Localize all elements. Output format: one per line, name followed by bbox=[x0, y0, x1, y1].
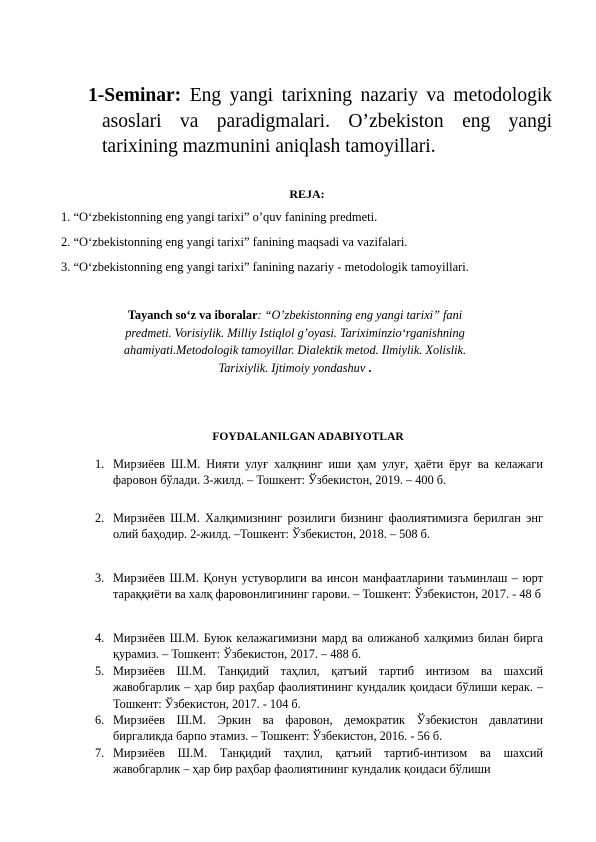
literature-item-number: 1. bbox=[95, 457, 105, 471]
keywords-end: . bbox=[365, 360, 372, 375]
literature-item-number: 3. bbox=[95, 571, 105, 585]
literature-item bbox=[95, 510, 543, 564]
reja-item: 1. “O‘zbekistonning eng yangi tarixi” o’quv fanining predmeti. bbox=[61, 210, 378, 224]
literature-item-number: 2. bbox=[95, 511, 105, 525]
literature-item-number: 4. bbox=[95, 631, 105, 645]
seminar-title-text: Eng yangi tarixning nazariy va metodologik asoslari va paradigmalari. O’zbekiston eng yangi tarixining mazmunini aniqlash tamoyillari. bbox=[102, 85, 552, 157]
literature-item-text: Мирзиёев Ш.М. Халқимизнинг розилиги бизнинг фаолиятимизга берилган энг олий баҳодир. 2-жилд. –Тошкент: Ўзбекистон, 2018. – 508 б. bbox=[113, 511, 543, 542]
reja-list bbox=[61, 210, 561, 285]
literature-list bbox=[95, 456, 543, 785]
seminar-title bbox=[88, 83, 552, 160]
literature-item bbox=[95, 663, 543, 712]
literature-heading: FOYDALANILGAN ADABIYOTLAR bbox=[212, 431, 404, 443]
literature-item-text: Мирзиёев Ш.М. Буюк келажагимизни мард ва олижаноб халқимиз билан бирга қурамиз. – Тошкент: Ўзбекистон, 2017. – 488 б. bbox=[113, 631, 543, 662]
keywords-label: Tayanch so‘z va iboralar bbox=[127, 308, 258, 322]
literature-item-text: Мирзиёев Ш.М. Танқидий таҳлил, қатъий тартиб интизом ва шахсий жавобгарлик – ҳар бир раҳбар фаолиятининг кундалик қоидаси бўлиши керак. – Тошкент: Ўзбекистон, 2017. - 104 б. bbox=[113, 664, 543, 711]
literature-item bbox=[95, 630, 543, 663]
literature-item bbox=[95, 456, 543, 510]
literature-item-number: 6. bbox=[95, 713, 105, 727]
literature-item-text: Мирзиёев Ш.М. Қонун устуворлиги ва инсон манфаатларини таъминлаш – юрт тараққиёти ва халқ фаровонлигининг гарови. – Тошкент: Ўзбекистон, 2017. - 48 б bbox=[113, 571, 543, 602]
keywords-text: : “O’zbekistonning eng yangi tarixi” fani predmeti. Vorisiylik. Milliy Istiqlol g’oyasi. Tariximinzio‘rganishning ahamiyati.Metodologik tamoyillar. Dialektik metod. Ilmiylik. Xolislik. Tarixiylik. Ijtimoiy yondashuv bbox=[123, 308, 467, 375]
reja-item: 3. “O‘zbekistonning eng yangi tarixi” fanining nazariy - metodologik tamoyillari. bbox=[61, 260, 469, 274]
seminar-label: 1-Seminar: bbox=[88, 85, 182, 106]
literature-item bbox=[95, 564, 543, 630]
literature-item bbox=[95, 712, 543, 745]
literature-item-text: Мирзиёев Ш.М. Нияти улуғ халқнинг иши ҳам улуғ, ҳаёти ёруғ ва келажаги фаровон бўлади. 3-жилд. – Тошкент: Ўзбекистон, 2019. – 400 б. bbox=[113, 457, 543, 488]
literature-item-text: Мирзиёев Ш.М. Эркин ва фаровон, демократик Ўзбекистон давлатини биргаликда барпо этамиз. – Тошкент: Ўзбекистон, 2016. - 56 б. bbox=[113, 713, 543, 744]
literature-item-number: 5. bbox=[95, 664, 105, 678]
literature-item bbox=[95, 745, 543, 785]
literature-item-number: 7. bbox=[95, 746, 105, 760]
reja-heading: REJA: bbox=[289, 187, 325, 201]
reja-item: 2. “O‘zbekistonning eng yangi tarixi” fanining maqsadi va vazifalari. bbox=[61, 235, 408, 249]
literature-item-text: Мирзиёев Ш.М. Танқидий таҳлил, қатъий тартиб-интизом ва шахсий жавобгарлик – ҳар бир раҳбар фаолиятининг кундалик қоидаси бўлиши bbox=[113, 746, 543, 777]
keywords-paragraph bbox=[112, 307, 478, 377]
